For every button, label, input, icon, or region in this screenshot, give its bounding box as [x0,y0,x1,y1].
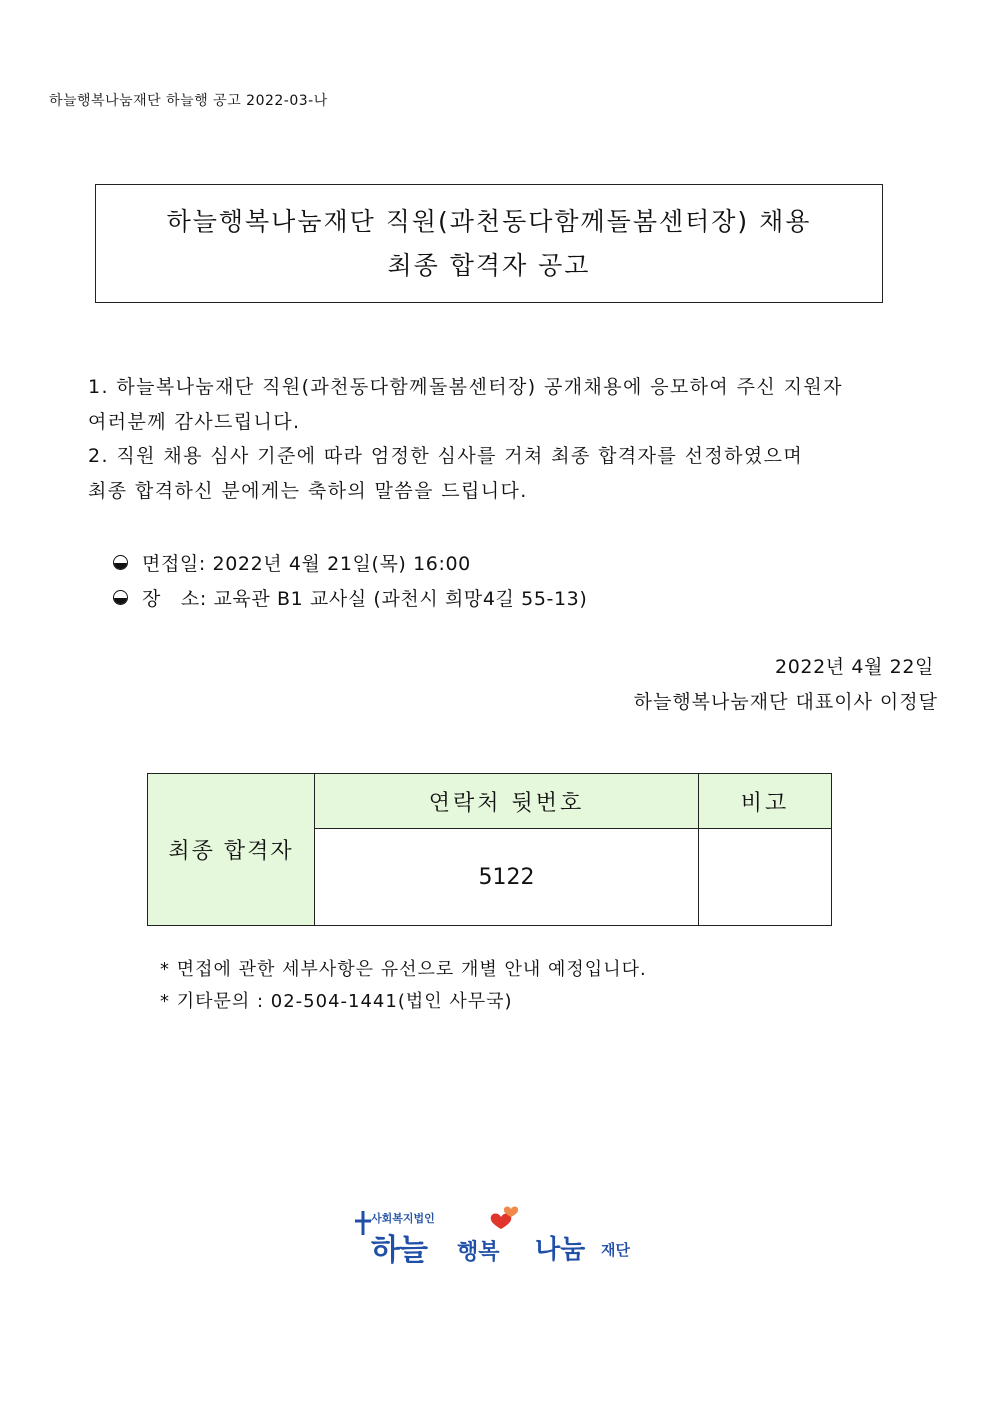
row-header-final-passer: 최종 합격자 [148,774,315,926]
title-line-2: 최종 합격자 공고 [387,250,591,280]
notice-reference-number: 하늘행복나눔재단 하늘행 공고 2022-03-나 [49,93,328,109]
note-value-cell [699,829,832,926]
interview-location-item [113,584,587,611]
body-paragraph-1: 1. 하늘복나눔재단 직원(과천동다함께돌봄센터장) 공개채용에 응모하여 주신 지원자 [88,376,843,398]
half-circle-bullet-icon [113,590,128,605]
body-paragraph-1-cont: 여러분께 감사드립니다. [88,411,301,433]
result-table [147,773,832,926]
note-line-1: * 면접에 관한 세부사항은 유선으로 개별 안내 예정입니다. [160,959,647,980]
interview-location-text: 장 소: 교육관 B1 교사실 (과천시 희망4길 55-13) [142,588,588,610]
title-line-1: 하늘행복나눔재단 직원(과천동다함께돌봄센터장) 채용 [166,206,812,236]
half-circle-bullet-icon [113,555,128,570]
body-paragraph-2: 2. 직원 채용 심사 기준에 따라 엄정한 심사를 거쳐 최종 합격자를 선정하였으며 [88,445,804,467]
contact-value-cell: 5122 [315,829,699,926]
foundation-logo [353,1205,643,1267]
logo-org-type: 사회복지법인 [371,1212,435,1225]
logo-word-happiness: 행복 [457,1240,500,1265]
col-header-contact: 연락처 뒷번호 [315,774,699,829]
body-paragraph-2-cont: 최종 합격하신 분에게는 축하의 말씀을 드립니다. [88,480,528,502]
signer: 하늘행복나눔재단 대표이사 이정달 [633,691,938,713]
logo-word-foundation: 재단 [601,1241,630,1259]
announcement-date: 2022년 4월 22일 [775,656,934,678]
interview-date-text: 면접일: 2022년 4월 21일(목) 16:00 [142,553,471,575]
logo-word-sky: 하늘 [371,1233,427,1268]
note-line-2: * 기타문의 : 02-504-1441(법인 사무국) [160,991,513,1012]
interview-date-item [113,549,471,576]
title-box [95,184,883,303]
logo-word-sharing: 나눔 [535,1235,586,1265]
col-header-note: 비고 [699,774,832,829]
